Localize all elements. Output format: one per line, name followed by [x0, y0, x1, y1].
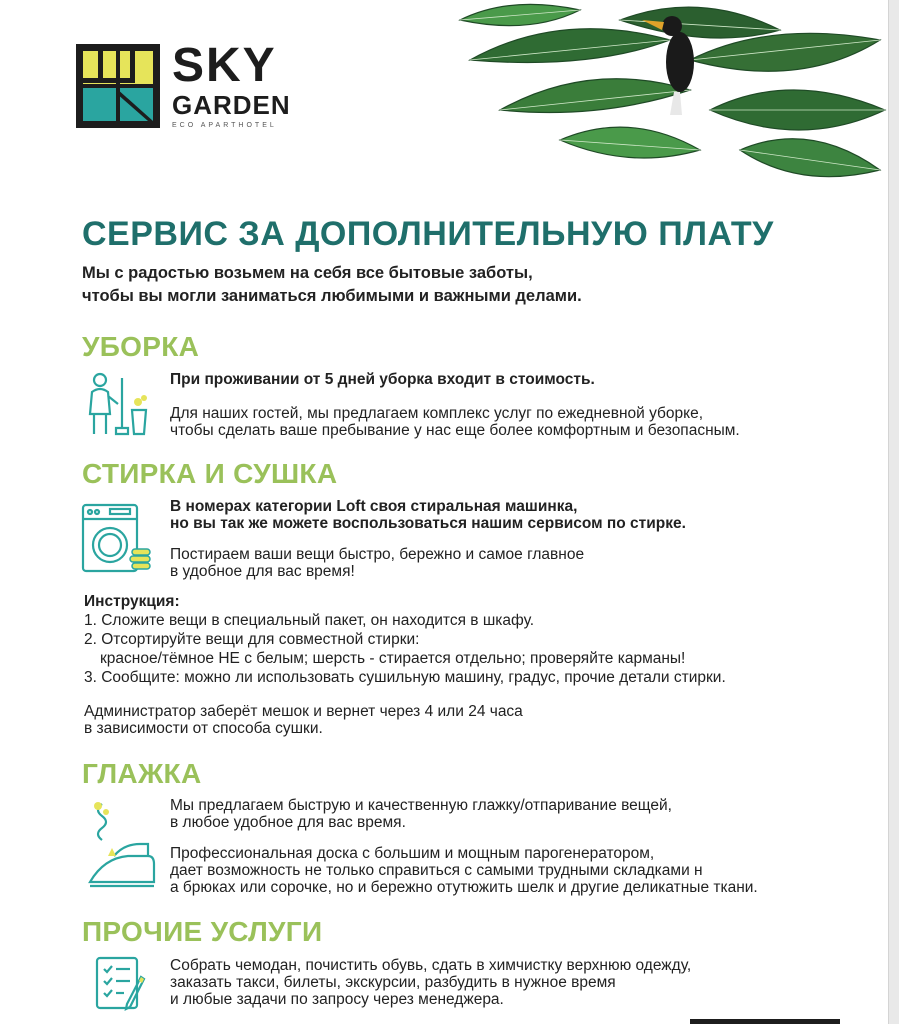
- other-text-line: заказать такси, билеты, экскурсии, разбудить в нужное время: [170, 974, 616, 991]
- intro-text: [82, 262, 582, 308]
- laundry-text-line: Постираем ваши вещи быстро, бережно и самое главное: [170, 546, 585, 563]
- cleaning-text: [170, 405, 740, 439]
- page-edge: [889, 0, 899, 1024]
- cleaning-text-line: чтобы сделать ваше пребывание у нас еще более комфортным и безопасным.: [170, 422, 740, 439]
- ironing-text-line: в любое удобное для вас время.: [170, 814, 406, 831]
- instruction-list: [84, 611, 726, 687]
- other-services-text: [170, 957, 691, 1008]
- washing-machine-icon: [80, 503, 152, 575]
- ironing-text-line: Мы предлагаем быструю и качественную глажку/отпаривание вещей,: [170, 797, 672, 814]
- instruction-item: 1. Сложите вещи в специальный пакет, он находится в шкафу.: [84, 612, 535, 629]
- admin-note: [84, 703, 523, 737]
- ironing-text-line: а брюках или сорочке, но и бережно отутюжить шелк и другие деликатные ткани.: [170, 879, 758, 896]
- section-heading-other: ПРОЧИЕ УСЛУГИ: [82, 916, 323, 947]
- instruction-item: 3. Сообщите: можно ли использовать сушильную машину, градус, прочие детали стирки.: [84, 669, 726, 686]
- brand-name-sky: SKY: [172, 39, 277, 92]
- logo-mark-icon: [76, 44, 160, 128]
- instruction-item: 2. Отсортируйте вещи для совместной стирки:: [84, 631, 420, 648]
- brand-name-garden: GARDEN: [172, 90, 291, 120]
- cleaning-person-icon: [82, 370, 150, 438]
- admin-note-line: в зависимости от способа сушки.: [84, 720, 323, 737]
- instruction-item: красное/тёмное НЕ с белым; шерсть - стирается отдельно; проверяйте карманы!: [100, 650, 686, 667]
- intro-line: Мы с радостью возьмем на себя все бытовые заботы,: [82, 264, 533, 282]
- other-text-line: Собрать чемодан, почистить обувь, сдать в химчистку верхнюю одежду,: [170, 957, 692, 974]
- laundry-text-line: в удобное для вас время!: [170, 563, 355, 580]
- ironing-text-line: дает возможность не только справиться с самыми трудными складками н: [170, 862, 703, 879]
- laundry-text: [170, 546, 584, 580]
- ironing-text-2: [170, 845, 758, 896]
- page-title: СЕРВИС ЗА ДОПОЛНИТЕЛЬНУЮ ПЛАТУ: [82, 215, 774, 253]
- other-text-line: и любые задачи по запросу через менеджера.: [170, 991, 504, 1008]
- steam-iron-icon: [84, 798, 158, 890]
- brand-tagline: ECO APARTHOTEL: [172, 122, 277, 129]
- ironing-text-line: Профессиональная доска с большим и мощным парогенератором,: [170, 845, 655, 862]
- intro-line: чтобы вы могли заниматься любимыми и важными делами.: [82, 287, 582, 305]
- laundry-bold-line: но вы так же можете воспользоваться нашим сервисом по стирке.: [170, 515, 686, 532]
- admin-note-line: Администратор заберёт мешок и вернет через 4 или 24 часа: [84, 703, 523, 720]
- instruction-title: Инструкция:: [84, 593, 180, 610]
- cleaning-text-line: Для наших гостей, мы предлагаем комплекс услуг по ежедневной уборке,: [170, 405, 704, 422]
- tropical-leaves-image: [440, 0, 889, 190]
- footer-mark: [690, 1019, 840, 1024]
- ironing-text-1: [170, 797, 672, 831]
- section-heading-ironing: ГЛАЖКА: [82, 758, 202, 789]
- section-heading-cleaning: УБОРКА: [82, 331, 200, 362]
- laundry-bold-line: В номерах категории Loft своя стиральная машинка,: [170, 498, 578, 515]
- section-heading-laundry: СТИРКА И СУШКА: [82, 458, 338, 489]
- laundry-bold-text: [170, 498, 686, 532]
- cleaning-bold-text: При проживании от 5 дней уборка входит в стоимость.: [170, 371, 595, 388]
- checklist-icon: [94, 955, 150, 1011]
